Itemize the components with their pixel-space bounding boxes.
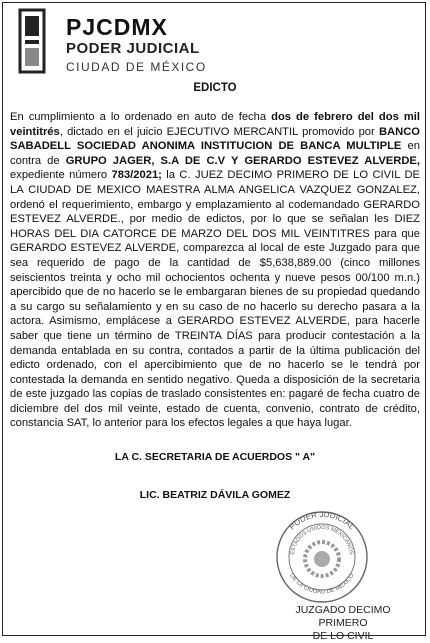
body-plaintiff: BANCO SABADELL SOCIEDAD ANONIMA INSTITUCION DE BANCA MULTIPLE [10, 125, 420, 153]
body-text-2: , dictado en el juicio EJECUTIVO MERCANTIL promovido por [59, 125, 379, 138]
svg-text:ESTADOS UNIDOS MEXICANOS [290, 525, 354, 556]
body-text-1: En cumplimiento a lo ordenado en auto de fecha [10, 111, 272, 123]
seal-bottom-text: DE LA CIUDAD DE MEXICO [288, 572, 356, 596]
seal-top-text: PODER JUDICIAL [287, 509, 357, 532]
court-footer [278, 604, 408, 643]
org-line-2: CIUDAD DE MÉXICO [66, 60, 207, 74]
header-logo [18, 6, 207, 86]
body-defendants: GRUPO JAGER, S.A DE C.V Y GERARDO ESTEVEZ ALVERDE, [65, 154, 420, 167]
seal-inner-text: ESTADOS UNIDOS MEXICANOS [290, 524, 354, 556]
body-text-4: expediente número [10, 169, 112, 182]
body-date: dos de febrero del dos mil veintitrés [10, 111, 420, 138]
secretaria-title: LA C. SECRETARIA DE ACUERDOS " A" [114, 451, 316, 463]
body-text-5: la C. JUEZ DECIMO PRIMERO DE LO CIVIL DE LA CIUDAD DE MEXICO MAESTRA ALMA ANGELICA VAZQUEZ GONZALEZ, ordenó el requerimiento, embargo y emplazamiento al codemandado GERARDO ESTEVEZ ALVERDE., por medio de edictos, por lo que se señalan les DIEZ HORAS DEL DIA CATORCE DE MARZO DEL DOS MIL VEINTITRES para que GERARDO ESTEVEZ ALVERDE, comparezca al local de este Juzgado para que sea requerido de pago de la cantidad de $5,638,889.00 (cinco millones seiscientos treinta y ocho mil ochocientos ochenta y nueve pesos 00/100 m.n.) apercibido que de no hacerlo se le embargaran bienes de su propiedad quedando a su cargo su señalamiento y en su caso de no hacerlo su derecho pasara a la actora. Asimismo, emplácese a GERARDO ESTEVEZ ALVERDE, para hacerle saber que tiene un término de TREINTA DÍAS para producir contestación a la demanda entablada en su contra, contados a partir de la última publicación del edicto ordenado, con el apercibimiento que de no hacerlo se le tendrá por contestada la demanda en sentido negativo. Queda a disposición de la secretaria de este juzgado las copias de traslado consistentes en: pagaré de fecha cuatro de diciembre del dos mil veinte, estado de cuenta, convenio, contrato de crédito, constancia SAT, lo anterior para los efectos legales a que haya lugar. [10, 169, 420, 430]
signatory-name: LIC. BEATRIZ DÁVILA GOMEZ [139, 489, 291, 501]
edict-body [10, 110, 420, 431]
brand-name: PJCDMX [66, 14, 168, 40]
body-text-3: en contra de [10, 140, 420, 167]
document-title: EDICTO [193, 82, 237, 94]
body-expediente: 783/2021; [111, 169, 162, 182]
court-footer-line-2: DE LO CIVIL [312, 630, 374, 642]
org-line-1: PODER JUDICIAL [66, 40, 200, 57]
pjcdmx-logo-icon [18, 8, 46, 78]
court-footer-line-1: JUZGADO DECIMO PRIMERO [295, 604, 391, 629]
court-seal [262, 505, 382, 605]
